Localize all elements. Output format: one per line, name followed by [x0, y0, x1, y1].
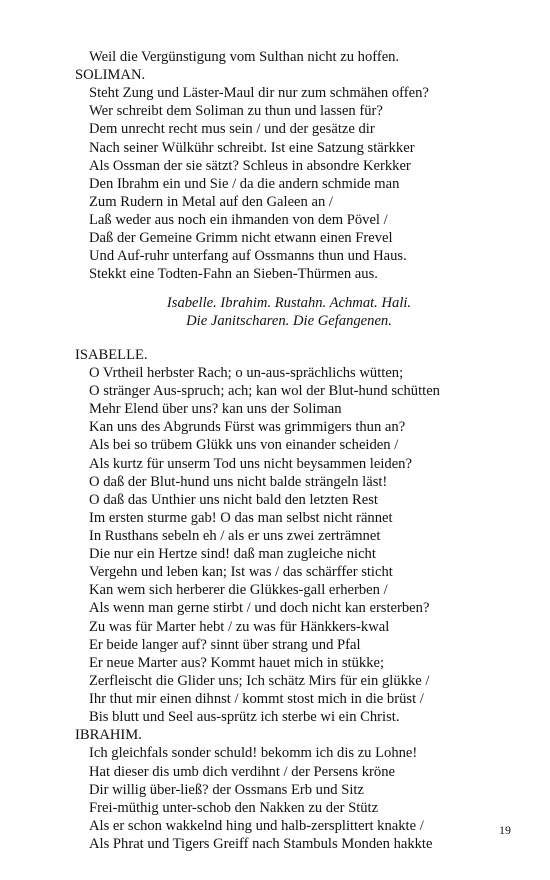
verse-line: Als bei so trübem Glükk uns von einander scheiden / [89, 437, 399, 454]
verse-line: Wer schreibt dem Soliman zu thun und lassen für? [89, 103, 383, 120]
verse-line: Und Auf-ruhr unterfang auf Ossmanns thun und Haus. [89, 248, 407, 265]
verse-line: Vergehn und leben kan; Ist was / das schärffer sticht [89, 564, 393, 581]
verse-line: Frei-müthig unter-schob den Nakken zu der Stütz [89, 799, 379, 816]
verse-line: Laß weder aus noch ein ihmanden von dem Pövel / [89, 212, 388, 229]
verse-line: Die nur ein Hertze sind! daß man zugleiche nicht [89, 546, 376, 563]
verse-line: Kan wem sich herberer die Glükkes-gall erherben / [89, 582, 388, 599]
verse-line: Daß der Gemeine Grimm nicht etwann einen Frevel [89, 230, 393, 247]
verse-line: Er neue Marter aus? Kommt hauet mich in stükke; [89, 654, 385, 671]
verse-line: Als Ossman der sie sätzt? Schleus in absondre Kerkker [89, 157, 411, 174]
verse-line: Als kurtz für unserm Tod uns nicht beysammen leiden? [89, 455, 412, 472]
speaker-name: ISABELLE. [75, 346, 148, 363]
verse-line: Hat dieser dis umb dich verdihnt / der Persens kröne [89, 763, 395, 780]
verse-line: Mehr Elend über uns? kan uns der Soliman [89, 401, 342, 418]
verse-line: Zum Rudern in Metal auf den Galeen an / [89, 193, 333, 210]
verse-line: Zerfleischt die Glider uns; Ich schätz Mirs für ein glükke / [89, 672, 430, 689]
stage-direction: Die Janitscharen. Die Gefangenen. [186, 312, 392, 329]
verse-line: Ihr thut mir einen dihnst / kommt stost mich in die brüst / [89, 691, 424, 708]
verse-line: Bis blutt und Seel aus-sprütz ich sterbe wi ein Christ. [89, 709, 400, 726]
verse-line: O daß der Blut-hund uns nicht balde strängeln läst! [89, 473, 388, 490]
verse-line: O stränger Aus-spruch; ach; kan wol der Blut-hund schütten [89, 383, 440, 400]
verse-line: In Rusthans sebeln eh / als er uns zwei zerträmnet [89, 528, 381, 544]
verse-line: O daß das Unthier uns nicht bald den letzten Rest [89, 491, 378, 508]
verse-line: Ich gleichfals sonder schuld! bekomm ich dis zu Lohne! [89, 745, 418, 762]
verse-line: Nach seiner Wülkühr schreibt. Ist eine Satzung stärkker [89, 139, 415, 156]
stage-direction: Isabelle. Ibrahim. Rustahn. Achmat. Hali. [166, 294, 412, 311]
verse-line: Dem unrecht recht mus sein / und der gesätze dir [89, 121, 375, 138]
verse-line: Steht Zung und Läster-Maul dir nur zum schmähen offen? [89, 85, 429, 102]
speaker-name: IBRAHIM. [75, 727, 142, 744]
verse-line: Im ersten sturme gab! O das man selbst nicht rännet [89, 509, 393, 526]
verse-line: Den Ibrahm ein und Sie / da die andern schmide man [89, 175, 400, 192]
page-number: 19 [499, 823, 511, 837]
verse-line: Als wenn man gerne stirbt / und doch nicht kan ersterben? [89, 600, 430, 617]
verse-line: Zu was für Marter hebt / zu was für Hänkkers-kwal [89, 618, 390, 635]
verse-line: Stekkt eine Todten-Fahn an Sieben-Thürmen aus. [89, 266, 378, 283]
verse-line: Er beide langer auf? sinnt über strang und Pfal [89, 636, 361, 653]
verse-line: Dir willig über-ließ? der Ossmans Erb und Sitz [89, 781, 364, 798]
verse-line: Als er schon wakkelnd hing und halb-zersplittert knakte / [89, 817, 424, 834]
speaker-name: SOLIMAN. [75, 67, 146, 84]
verse-line: Kan uns des Abgrunds Fürst was grimmigers thun an? [89, 419, 406, 436]
verse-line: Weil die Vergünstigung vom Sulthan nicht zu hoffen. [89, 49, 400, 65]
verse-line: O Vrtheil herbster Rach; o un-aus-sprächlichs wütten; [89, 364, 404, 381]
verse-line: Als Phrat und Tigers Greiff nach Stambuls Monden hakkte [89, 836, 433, 853]
